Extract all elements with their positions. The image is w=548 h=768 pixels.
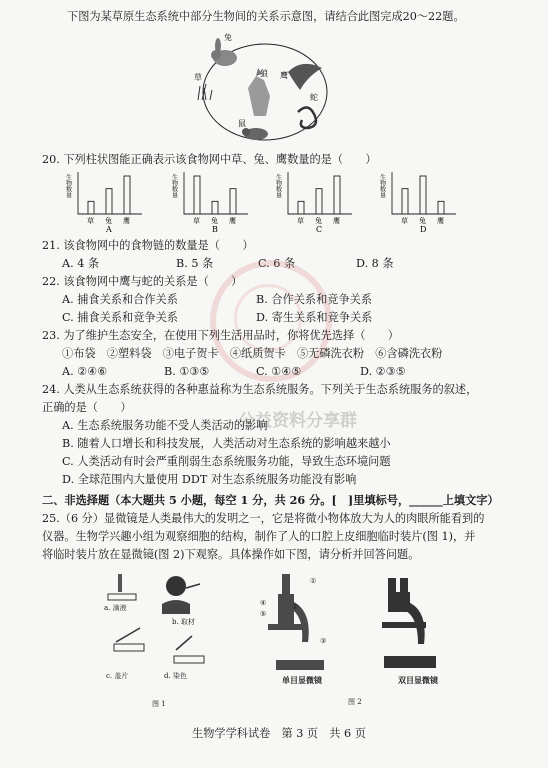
q23-option-c: C. ①④⑤ — [256, 365, 302, 378]
figure-2-microscopes — [248, 572, 488, 692]
fig1-step-c: c. 盖片 — [106, 672, 129, 680]
q20-xlabel: 兔 — [105, 217, 112, 225]
node-eagle-label: 鹰 — [280, 71, 288, 80]
q20-xlabel: 兔 — [419, 217, 426, 225]
q20-chart-ylabel: 生物数量 — [170, 174, 178, 198]
fig2-right-label: 双目显微镜 — [398, 675, 438, 685]
q20-chart-letter: A — [106, 225, 112, 234]
q20-bar-草 — [88, 201, 94, 214]
monocular-microscope-illustration — [268, 574, 327, 670]
q22-option-b: B. 合作关系和竞争关系 — [256, 293, 373, 306]
q20-xlabel: 草 — [297, 217, 304, 225]
q20-bar-草 — [402, 189, 408, 214]
fig1-step-d: d. 染色 — [164, 672, 187, 680]
fig2-mark-5: ⑤ — [260, 610, 267, 618]
q21-stem: 21. 该食物网中的食物链的数量是（ ） — [42, 239, 254, 252]
q20-bar-鹰 — [230, 189, 236, 214]
section2-heading: 二、非选择题（本大题共 5 小题，每空 1 分，共 26 分。[ ]里填标号，______上填文字） — [42, 493, 499, 507]
rabbit-illustration — [211, 38, 237, 66]
q20-chart-ylabel: 生物数量 — [64, 174, 72, 198]
q20-chart-letter: C — [316, 225, 323, 234]
food-web-diagram — [190, 28, 340, 148]
fig2-mark-2: ② — [292, 603, 299, 611]
snake-illustration — [298, 107, 316, 128]
fig1-step-b: b. 取材 — [172, 618, 195, 626]
q25-line3: 将临时装片放在显微镜(图 2)下观察。具体操作如下图，请分析并回答问题。 — [42, 548, 420, 561]
q20-xlabel: 鹰 — [123, 217, 130, 225]
grass-illustration — [198, 84, 212, 100]
q20-chart-b — [168, 170, 258, 232]
fig1-caption: 图 1 — [152, 700, 166, 708]
q22-stem: 22. 该食物网中鹰与蛇的关系是（ ） — [42, 275, 243, 288]
q21-option-c: C. 6 条 — [258, 257, 296, 270]
fig1-step-a: a. 滴液 — [104, 604, 127, 612]
q24-option-b: B. 随着人口增长和科技发展，人类活动对生态系统的影响越来越小 — [62, 437, 391, 450]
q20-bar-兔 — [106, 189, 112, 214]
q23-option-b: B. ①③⑤ — [164, 365, 210, 378]
dropper-step-illustration — [108, 574, 136, 600]
q24-stem-line2: 正确的是（ ） — [42, 401, 132, 414]
q20-stem: 20. 下列柱状图能正确表示该食物网中草、兔、鹰数量的是（ ） — [42, 153, 377, 166]
q21-option-a: A. 4 条 — [62, 257, 100, 270]
q24-option-a: A. 生态系统服务功能不受人类活动的影响 — [62, 419, 268, 432]
q20-chart-letter: B — [212, 225, 218, 234]
q20-xlabel: 草 — [401, 217, 408, 225]
q21-option-b: B. 5 条 — [176, 257, 214, 270]
q20-bar-鹰 — [438, 201, 444, 214]
q23-option-a: A. ②④⑥ — [62, 365, 108, 378]
q24-option-c: C. 人类活动有时会严重削弱生态系统服务功能，导致生态环境问题 — [62, 455, 391, 468]
fig2-caption: 图 2 — [348, 698, 362, 706]
q20-chart-letter: D — [420, 225, 427, 234]
q20-bar-鹰 — [124, 176, 130, 214]
q24-option-d: D. 全球范围内大量使用 DDT 对生态系统服务功能没有影响 — [62, 473, 357, 486]
q24-stem-line1: 24. 人类从生态系统获得的各种惠益称为生态系统服务。下列关于生态系统服务的叙述， — [42, 383, 478, 396]
binocular-microscope-illustration — [382, 578, 436, 668]
watermark-text: 公益资料分享群 — [238, 411, 357, 431]
q20-chart-a — [62, 170, 152, 232]
q20-chart-d — [376, 170, 466, 232]
fig2-left-label: 单目显微镜 — [282, 675, 322, 685]
q20-bar-草 — [194, 176, 200, 214]
q20-xlabel: 鹰 — [333, 217, 340, 225]
q23-option-d: D. ②③⑤ — [360, 365, 406, 378]
q22-option-d: D. 寄生关系和竞争关系 — [256, 311, 373, 324]
q20-xlabel: 草 — [193, 217, 200, 225]
fig2-mark-4: ④ — [260, 599, 267, 607]
node-mouse-label: 鼠 — [238, 119, 246, 128]
q20-bar-兔 — [212, 201, 218, 214]
node-rabbit-label: 兔 — [224, 33, 232, 42]
slide-c-illustration — [114, 628, 144, 651]
slide-d-illustration — [174, 636, 204, 663]
q20-bar-鹰 — [334, 176, 340, 214]
eagle-illustration — [288, 64, 322, 90]
q20-xlabel: 兔 — [315, 217, 322, 225]
q21-option-d: D. 8 条 — [356, 257, 394, 270]
q20-chart-c — [272, 170, 362, 232]
q22-option-c: C. 捕食关系和竞争关系 — [62, 311, 178, 324]
fig2-mark-3: ③ — [320, 637, 327, 645]
q20-xlabel: 鹰 — [437, 217, 444, 225]
q20-xlabel: 鹰 — [229, 217, 236, 225]
q20-bar-兔 — [420, 176, 426, 214]
q23-items: ①布袋 ②塑料袋 ③电子贺卡 ④纸质贺卡 ⑤无磷洗衣粉 ⑥含磷洗衣粉 — [62, 347, 443, 360]
node-wolf-label: 狼 — [260, 69, 268, 78]
q20-chart-ylabel: 生物数量 — [274, 174, 282, 198]
intro-text: 下图为某草原生态系统中部分生物间的关系示意图，请结合此图完成20～22题。 — [67, 10, 465, 23]
node-snake-label: 蛇 — [310, 93, 318, 102]
node-grass-label: 草 — [194, 73, 202, 82]
q20-xlabel: 兔 — [211, 217, 218, 225]
q20-xlabel: 草 — [87, 217, 94, 225]
q20-bar-兔 — [316, 189, 322, 214]
q23-stem: 23. 为了维护生态安全，在使用下列生活用品时，你将优先选择（ ） — [42, 329, 399, 342]
q25-line1: 25.（6 分）显微镜是人类最伟大的发明之一，它是将微小物体放大为人的肉眼所能看到的 — [42, 512, 485, 525]
q22-option-a: A. 捕食关系和合作关系 — [62, 293, 178, 306]
person-sampling-illustration — [162, 576, 200, 614]
fig2-mark-1: ① — [310, 577, 317, 585]
page-footer: 生物学学科试卷 第 3 页 共 6 页 — [192, 727, 366, 740]
q20-chart-ylabel: 生物数量 — [378, 174, 386, 198]
q20-bar-草 — [298, 201, 304, 214]
q25-line2: 仪器。生物学兴趣小组为观察细胞的结构，制作了人的口腔上皮细胞临时装片(图 1)，并 — [42, 530, 476, 543]
